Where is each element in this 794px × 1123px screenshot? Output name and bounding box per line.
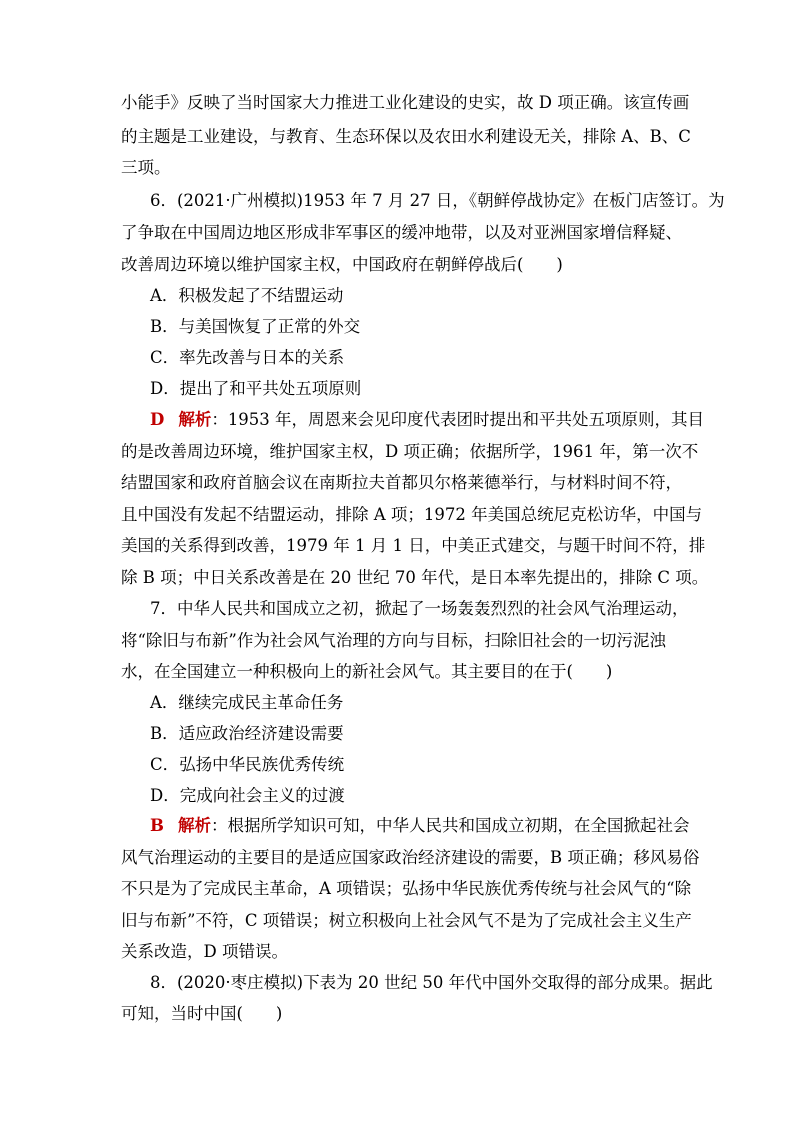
analysis-line: 不只是为了完成民主革命，A 项错误；弘扬中华民族优秀传统与社会风气的“除 bbox=[121, 879, 692, 898]
question-6-stem: 改善周边环境以维护国家主权，中国政府在朝鲜停战后( ) bbox=[121, 255, 563, 274]
analysis-line: 美国的关系得到改善，1979 年 1 月 1 日，中美正式建交，与题干时间不符，排 bbox=[121, 536, 706, 555]
answer-letter: D bbox=[150, 410, 165, 429]
question-7-option-a: A．继续完成民主革命任务 bbox=[150, 693, 344, 712]
answer-letter: B bbox=[150, 816, 164, 835]
question-7-option-d: D．完成向社会主义的过渡 bbox=[150, 786, 345, 805]
analysis-line: 结盟国家和政府首脑会议在南斯拉夫首都贝尔格莱德举行，与材料时间不符， bbox=[121, 473, 682, 492]
question-7-stem: 水，在全国建立一种积极向上的新社会风气。其主要目的在于( ) bbox=[121, 662, 613, 681]
analysis-line: 且中国没有发起不结盟运动，排除 A 项；1972 年美国总统尼克松访华，中国与 bbox=[121, 505, 703, 524]
question-6-option-a: A．积极发起了不结盟运动 bbox=[150, 286, 344, 305]
analysis-label: 解析 bbox=[178, 410, 212, 429]
question-7-stem: 7．中华人民共和国成立之初，掀起了一场轰轰烈烈的社会风气治理运动， bbox=[150, 599, 689, 618]
question-6-option-c: C．率先改善与日本的关系 bbox=[150, 348, 345, 367]
question-8-stem: 8．(2020·枣庄模拟)下表为 20 世纪 50 年代中国外交取得的部分成果。据此 bbox=[150, 973, 713, 992]
text-line: 小能手》反映了当时国家大力推进工业化建设的史实，故 D 项正确。该宣传画 bbox=[121, 93, 690, 112]
question-6-stem: 了争取在中国周边地区形成非军事区的缓冲地带，以及对亚洲国家增信释疑、 bbox=[121, 223, 682, 242]
text-line: 三项。 bbox=[121, 158, 171, 177]
analysis-line: 的是改善周边环境，维护国家主权，D 项正确；依据所学，1961 年，第一次不 bbox=[121, 442, 699, 461]
question-6-option-d: D．提出了和平共处五项原则 bbox=[150, 379, 362, 398]
text-line: 的主题是工业建设，与教育、生态环保以及农田水利建设无关，排除 A、B、C bbox=[121, 127, 691, 146]
question-7-option-c: C．弘扬中华民族优秀传统 bbox=[150, 755, 345, 774]
question-6-stem: 6．(2021·广州模拟)1953 年 7 月 27 日，《朝鲜停战协定》在板门店签订。为 bbox=[150, 191, 725, 210]
analysis-line: 除 B 项；中日关系改善是在 20 世纪 70 年代，是日本率先提出的，排除 C 项。 bbox=[121, 568, 709, 587]
analysis-line: 关系改造，D 项错误。 bbox=[121, 942, 288, 961]
question-7-option-b: B．适应政治经济建设需要 bbox=[150, 724, 344, 743]
question-7-analysis: B 解析：根据所学知识可知，中华人民共和国成立初期，在全国掀起社会 bbox=[150, 816, 690, 835]
question-6-analysis: D 解析：1953 年，周恩来会见印度代表团时提出和平共处五项原则，其目 bbox=[150, 410, 705, 429]
question-6-option-b: B．与美国恢复了正常的外交 bbox=[150, 317, 361, 336]
analysis-line: 风气治理运动的主要目的是适应国家政治经济建设的需要，B 项正确；移风易俗 bbox=[121, 848, 700, 867]
analysis-label: 解析 bbox=[177, 816, 211, 835]
question-7-stem: 将“除旧与布新”作为社会风气治理的方向与目标，扫除旧社会的一切污泥浊 bbox=[121, 631, 666, 650]
question-8-stem: 可知，当时中国( ) bbox=[121, 1004, 283, 1023]
analysis-line: 旧与布新”不符，C 项错误；树立积极向上社会风气不是为了完成社会主义生产 bbox=[121, 911, 692, 930]
